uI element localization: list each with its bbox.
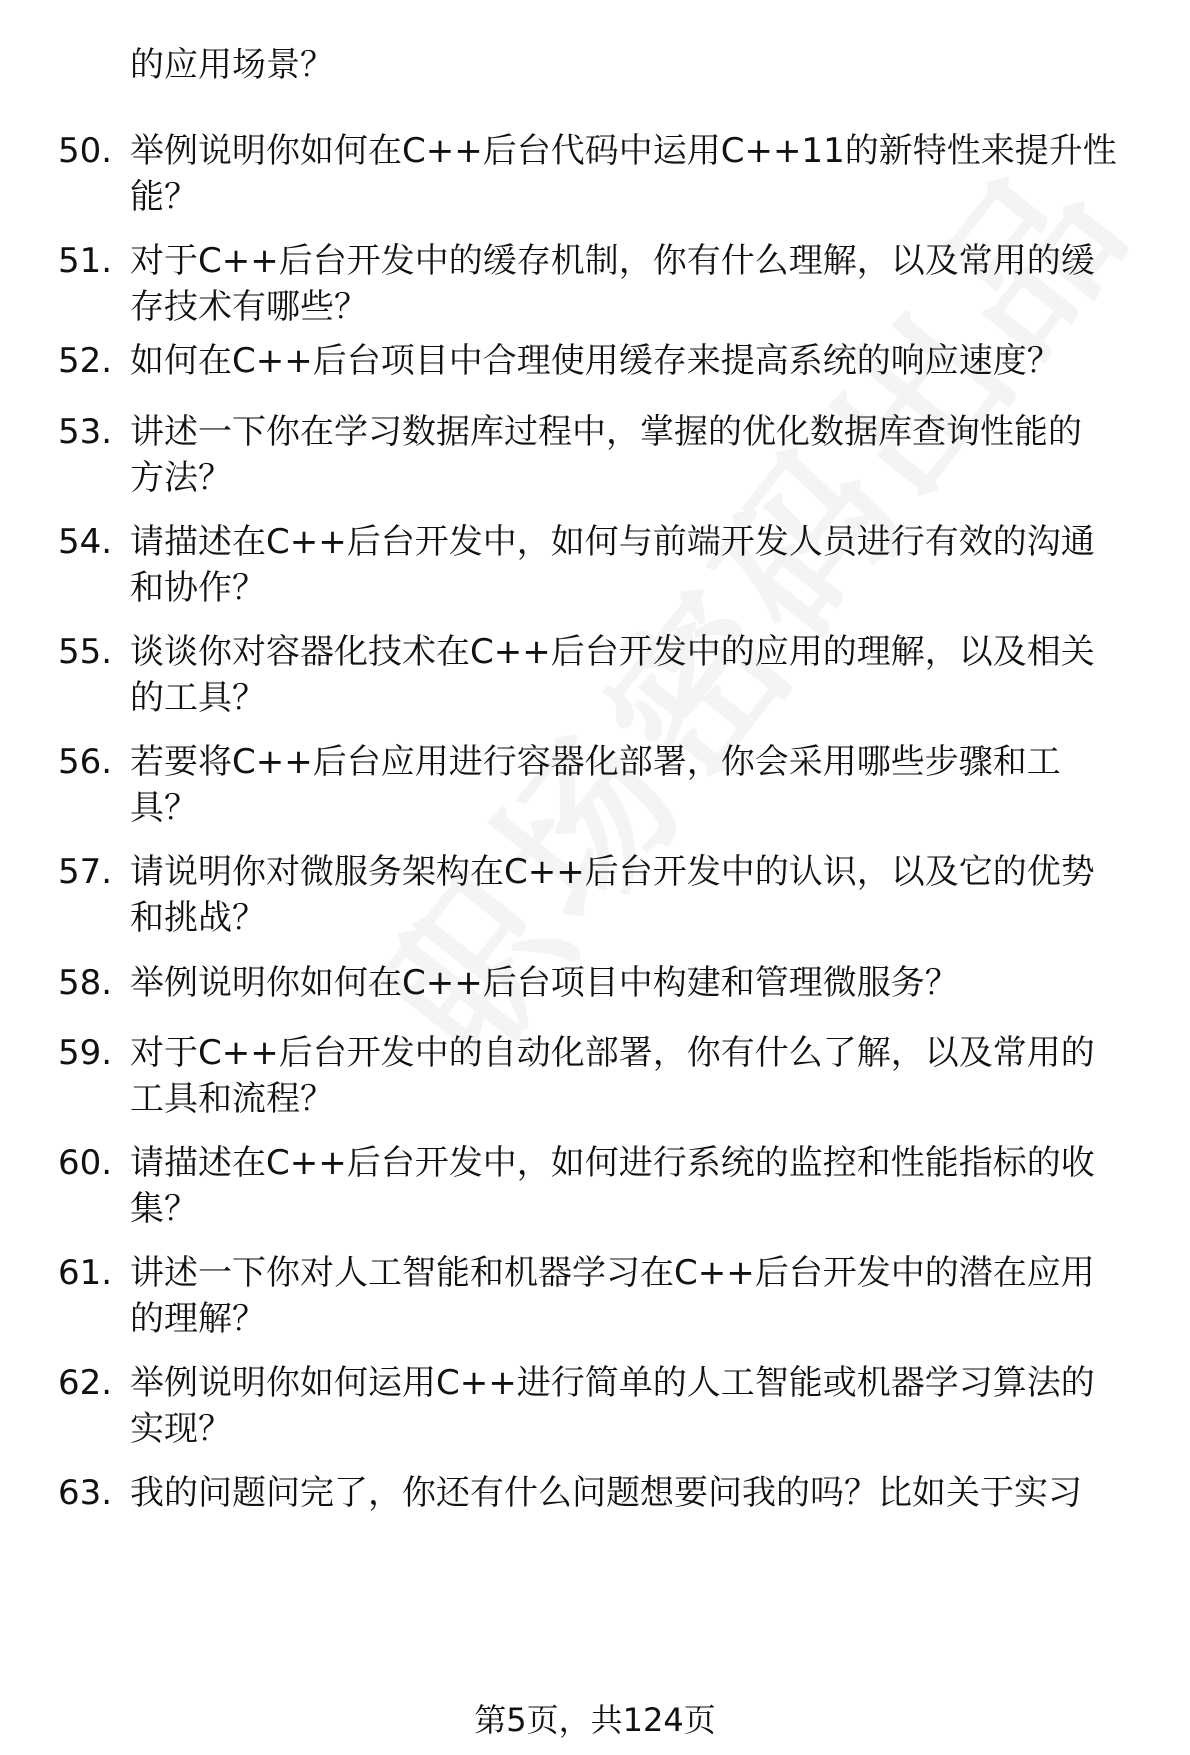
question-number: 55. <box>58 632 113 672</box>
question-number: 59. <box>58 1033 113 1073</box>
question-text-line: 和协作？ <box>130 568 266 608</box>
question-text <box>130 739 1150 831</box>
question-number: 50. <box>58 131 113 171</box>
question-text-line: 对于C++后台开发中的缓存机制，你有什么理解，以及常用的缓 <box>130 241 1095 281</box>
question-text-line: 我的问题问完了，你还有什么问题想要问我的吗？比如关于实习 <box>130 1473 1082 1513</box>
question-number: 56. <box>58 742 113 782</box>
question-text <box>130 849 1150 941</box>
question-text-line: 谈谈你对容器化技术在C++后台开发中的应用的理解，以及相关 <box>130 632 1095 672</box>
question-number: 61. <box>58 1253 113 1293</box>
question-number: 52. <box>58 341 113 381</box>
question-number: 53. <box>58 412 113 452</box>
question-text-line: 的工具？ <box>130 678 266 718</box>
question-text-line: 工具和流程？ <box>130 1079 334 1119</box>
question-text-line: 如何在C++后台项目中合理使用缓存来提高系统的响应速度？ <box>130 341 1061 381</box>
question-text <box>130 1140 1150 1232</box>
question-number: 58. <box>58 963 113 1003</box>
question-text-line: 请说明你对微服务架构在C++后台开发中的认识，以及它的优势 <box>130 852 1095 892</box>
question-number: 62. <box>58 1363 113 1403</box>
question-text-line: 举例说明你如何在C++后台项目中构建和管理微服务？ <box>130 963 959 1003</box>
question-text-line: 能？ <box>130 177 198 217</box>
question-text <box>130 960 1150 1006</box>
question-text <box>130 629 1150 721</box>
question-text-line: 举例说明你如何在C++后台代码中运用C++11的新特性来提升性 <box>130 131 1117 171</box>
question-number: 51. <box>58 241 113 281</box>
question-text-line: 集？ <box>130 1189 198 1229</box>
question-text-line: 讲述一下你对人工智能和机器学习在C++后台开发中的潜在应用 <box>130 1253 1095 1293</box>
question-text-line: 存技术有哪些？ <box>130 287 368 327</box>
question-text <box>130 1360 1150 1452</box>
question-text-line: 的理解？ <box>130 1299 266 1339</box>
question-text-line: 实现？ <box>130 1409 232 1449</box>
question-text <box>130 128 1150 220</box>
question-text <box>130 338 1150 384</box>
continued-text: 的应用场景？ <box>130 45 334 85</box>
question-number: 54. <box>58 522 113 562</box>
question-text <box>130 409 1150 501</box>
question-text <box>130 1030 1150 1122</box>
question-number: 63. <box>58 1473 113 1513</box>
question-text-line: 方法？ <box>130 458 232 498</box>
question-text-line: 具？ <box>130 788 198 828</box>
question-text <box>130 1250 1150 1342</box>
question-text <box>130 519 1150 611</box>
question-text-line: 讲述一下你在学习数据库过程中，掌握的优化数据库查询性能的 <box>130 412 1082 452</box>
question-text <box>130 1470 1150 1516</box>
question-text <box>130 238 1150 330</box>
question-number: 57. <box>58 852 113 892</box>
question-text-line: 和挑战？ <box>130 898 266 938</box>
page-footer: 第5页，共124页 <box>474 1701 716 1739</box>
question-text-line: 请描述在C++后台开发中，如何进行系统的监控和性能指标的收 <box>130 1143 1095 1183</box>
question-text-line: 举例说明你如何运用C++进行简单的人工智能或机器学习算法的 <box>130 1363 1095 1403</box>
question-text-line: 请描述在C++后台开发中，如何与前端开发人员进行有效的沟通 <box>130 522 1095 562</box>
question-number: 60. <box>58 1143 113 1183</box>
question-text-line: 对于C++后台开发中的自动化部署，你有什么了解，以及常用的 <box>130 1033 1095 1073</box>
question-text-line: 若要将C++后台应用进行容器化部署，你会采用哪些步骤和工 <box>130 742 1061 782</box>
